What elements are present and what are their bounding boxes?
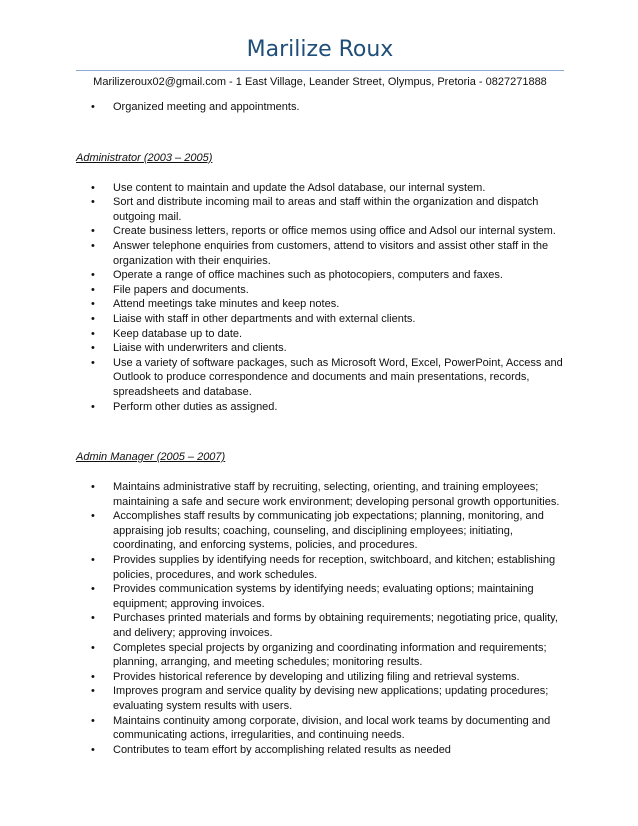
list-item-text: Keep database up to date. — [113, 327, 243, 340]
admin-manager-bullet-list — [76, 480, 564, 757]
list-item-text: Sort and distribute incoming mail to areas and staff within the organization and dispatch outgoing mail. — [113, 196, 539, 223]
list-item — [76, 714, 564, 743]
list-item — [76, 400, 564, 415]
section-title-administrator: Administrator (2003 – 2005) — [76, 151, 213, 164]
list-item — [76, 268, 564, 283]
list-item-text: Attend meetings take minutes and keep notes. — [113, 298, 340, 311]
list-item — [76, 582, 564, 611]
list-item-text: Create business letters, reports or office memos using office and Adsol our internal system. — [113, 225, 556, 238]
list-item-text: Purchases printed materials and forms by obtaining requirements; negotiating price, quality, and delivery; approving invoices. — [113, 612, 558, 640]
list-item — [76, 553, 564, 582]
list-item-text: Liaise with underwriters and clients. — [113, 342, 287, 355]
list-item — [76, 239, 564, 268]
list-item — [76, 641, 564, 670]
list-item-text: Provides communication systems by identifying needs; evaluating options; maintaining equipment; approving invoices. — [113, 583, 534, 610]
bullet-icon: • — [91, 554, 95, 567]
section-title-admin-manager: Admin Manager (2005 – 2007) — [76, 451, 226, 464]
list-item-text: Contributes to team effort by accomplishing related results as needed — [113, 743, 451, 756]
list-item-text: File papers and documents. — [113, 283, 249, 296]
bullet-icon: • — [91, 196, 95, 209]
list-item — [76, 195, 564, 224]
bullet-icon: • — [91, 101, 95, 113]
list-item-text: Completes special projects by organizing and coordinating information and requirements; planning, arranging, and meeting schedules; monitoring results. — [113, 641, 547, 669]
bullet-icon: • — [91, 743, 95, 756]
bullet-icon: • — [91, 239, 95, 252]
resume-name: Marilize Roux — [246, 37, 394, 62]
header-divider — [76, 70, 564, 71]
list-item — [76, 100, 564, 115]
list-item-text: Provides historical reference by developing and utilizing filing and retrieval systems. — [113, 670, 520, 683]
list-item-text: Answer telephone enquiries from customers, attend to visitors and assist other staff in the organization with their enquiries. — [113, 239, 549, 267]
list-item — [76, 312, 564, 327]
list-item — [76, 743, 564, 758]
bullet-icon: • — [91, 400, 95, 413]
list-item — [76, 181, 564, 196]
list-item — [76, 327, 564, 342]
bullet-icon: • — [91, 283, 95, 296]
list-item — [76, 341, 564, 356]
bullet-icon: • — [91, 298, 95, 311]
list-item-text: Use content to maintain and update the Adsol database, our internal system. — [113, 181, 486, 194]
list-item-text: Maintains administrative staff by recruiting, selecting, orienting, and training employees; maintaining a safe and secure work environment; developing personal growth opportunities. — [113, 481, 560, 508]
list-item — [76, 670, 564, 685]
list-item — [76, 283, 564, 298]
list-item — [76, 611, 564, 640]
intro-bullet-list — [76, 100, 564, 115]
bullet-icon: • — [91, 685, 95, 698]
list-item-text: Accomplishes staff results by communicating job expectations; planning, monitoring, and appraising job results; coaching, counseling, and disciplining employees; initiating, coordinating, and enforcing systems, policies, and procedures. — [113, 510, 544, 552]
bullet-icon: • — [91, 181, 95, 194]
bullet-icon: • — [91, 510, 95, 523]
bullet-icon: • — [91, 714, 95, 727]
bullet-icon: • — [91, 356, 95, 369]
list-item-text: Organized meeting and appointments. — [113, 101, 300, 113]
list-item-text: Improves program and service quality by devising new applications; updating procedures; evaluating system results with users. — [113, 685, 549, 712]
bullet-icon: • — [91, 225, 95, 238]
bullet-icon: • — [91, 583, 95, 596]
contact-line: Marilizeroux02@gmail.com - 1 East Village, Leander Street, Olympus, Pretoria - 0827271888 — [93, 76, 547, 88]
bullet-icon: • — [91, 327, 95, 340]
bullet-icon: • — [91, 670, 95, 683]
list-item — [76, 509, 564, 553]
list-item-text: Use a variety of software packages, such as Microsoft Word, Excel, PowerPoint, Access and Outlook to produce correspondence and documents and main presentations, records, spreadsheets and database. — [113, 356, 563, 398]
bullet-icon: • — [91, 641, 95, 654]
bullet-icon: • — [91, 312, 95, 325]
list-item-text: Liaise with staff in other departments and with external clients. — [113, 312, 416, 325]
list-item — [76, 684, 564, 713]
list-item-text: Provides supplies by identifying needs for reception, switchboard, and kitchen; establishing policies, procedures, and work schedules. — [113, 554, 556, 581]
list-item-text: Maintains continuity among corporate, division, and local work teams by documenting and communicating actions, irregularities, and continuing needs. — [113, 714, 551, 742]
bullet-icon: • — [91, 481, 95, 494]
bullet-icon: • — [91, 612, 95, 625]
list-item — [76, 480, 564, 509]
list-item — [76, 356, 564, 400]
bullet-icon: • — [91, 342, 95, 355]
list-item-text: Perform other duties as assigned. — [113, 400, 278, 413]
list-item — [76, 297, 564, 312]
list-item — [76, 224, 564, 239]
list-item-text: Operate a range of office machines such as photocopiers, computers and faxes. — [113, 269, 503, 282]
administrator-bullet-list — [76, 181, 564, 415]
bullet-icon: • — [91, 269, 95, 282]
